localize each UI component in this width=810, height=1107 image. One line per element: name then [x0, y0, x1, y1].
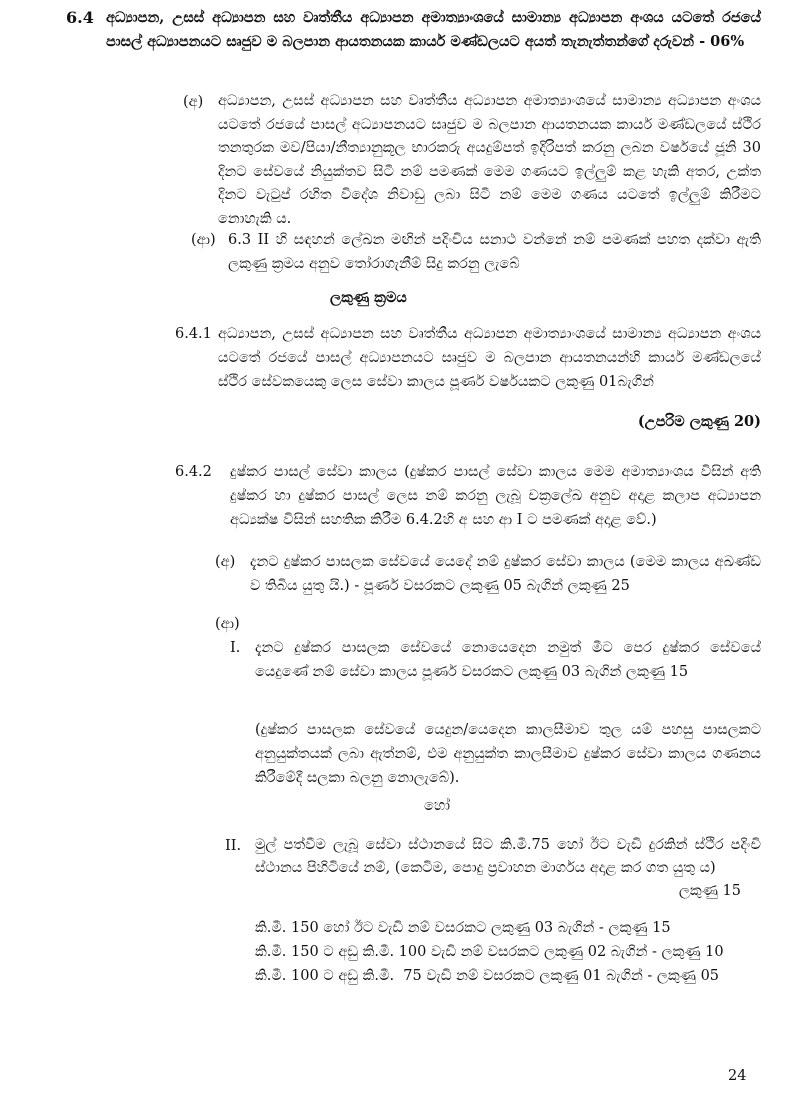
sub-aa-ii-marks: ලකුණු 15	[678, 883, 741, 899]
sub-aa-i-label: I.	[230, 640, 241, 656]
or-text: හෝ	[424, 798, 451, 814]
sub-aa-i-text: දැනට දුෂ්කර පාසලක සේවයේ නොයෙදෙන නමුත් මීට පෙර දුෂ්කර සේවයේ යෙදුණේ නම් සේවා කාලය පූර්ණ වසරකට ලකුණු 03 බැගින් ලකුණු 15	[255, 640, 761, 680]
sub-a-label: (අ)	[215, 554, 236, 570]
section-title: අධ්‍යාපන, උසස් අධ්‍යාපන සහ වෘත්තීය අධ්‍යාපන අමාත්‍යාංශයේ සාමාන්‍ය අධ්‍යාපන අංශය යටතේ රජයේ පාසල් අධ්‍යාපනයට සෘජුව ම බලපාන ආයතනයක කාර්ය මණ්ඩලයට අයත් තැනැත්තන්ගේ දරුවන් - 06%	[106, 9, 761, 50]
sub-aa-ii-text: මුල් පත්වීම ලැබූ සේවා ස්ථානයේ සිට කි.මී.75 හෝ ඊට වැඩි දුරකින් ස්ථිර පදිංචි ස්ථානය පිහිටියේ නම්, (කෙටිම, පොදු ප්‍රවාහන මාර්ගය අදාළ කර ගත යුතු ය)	[255, 837, 761, 876]
para-a-text: අධ්‍යාපන, උසස් අධ්‍යාපන සහ වෘත්තීය අධ්‍යාපන අමාත්‍යාංශයේ සාමාන්‍ය අධ්‍යාපන අංශය යටතේ රජයේ පාසල් අධ්‍යාපනයට සෘජුව ම බලපාන ආයතනයක කාර්ය මණ්ඩලයේ ස්ථිර තනතුරක මව/පියා/නීත්‍යානුකූල භාරකරු අයදුම්පත් ඉදිරිපත් කරනු ලබන වර්ෂයේ ජූනි 30 දිනට සේවයේ නියුක්තව සිටී නම් පමණක් මෙම ගණයට ඉල්ලුම් කළ හැකි අතර, උක්ත දිනට වැටුප් රහිත විදේශ නිවාඩු ලබා සිටී නම් මෙම ගණය යටතේ ඉල්ලුම් කිරීමට නොහැකි ය.	[218, 93, 761, 227]
sub-aa-ii-label: II.	[225, 838, 242, 854]
para-aa-label: (ආ)	[191, 232, 216, 248]
distance-line: කි.මී. 150 හෝ ඊට වැඩි නම් වසරකට ලකුණු 03 බැගින් - ලකුණු 15	[255, 920, 671, 936]
page-number: 24	[728, 1068, 747, 1084]
sub-a-text: දැනට දුෂ්කර පාසලක සේවයේ යෙදේ නම් දුෂ්කර සේවා කාලය (මෙම කාලය අඛණ්ඩ ව තිබිය යුතු යි.) - පූර්ණ වසරකට ලකුණු 05 බැගින් ලකුණු 25	[250, 554, 761, 594]
marks-heading: ලකුණු ක්‍රමය	[330, 289, 407, 306]
item-641-text: අධ්‍යාපන, උසස් අධ්‍යාපන සහ වෘත්තීය අධ්‍යාපන අමාත්‍යාංශයේ සාමාන්‍ය අධ්‍යාපන අංශය යටතේ රජයේ පාසල් අධ්‍යාපනයට සෘජුව ම බලපාන ආයතනයන්හි කාර්ය මණ්ඩලයේ ස්ථිර සේවකයෙකු ලෙස සේවා කාලය පූර්ණ වර්ෂයකට ලකුණු 01බැගින්	[218, 326, 761, 390]
item-642-number: 6.4.2	[175, 464, 212, 480]
distance-line: කි.මී. 100 ට අඩු කි.මී. 75 වැඩි නම් වසරකට ලකුණු 01 බැගින් - ලකුණු 05	[255, 968, 720, 984]
para-a-label: (අ)	[183, 94, 204, 110]
sub-aa-i-note: (දුෂ්කර පාසලක සේවයේ යෙදුන/යෙදෙන කාලසීමාව තුල යම් පහසු පාසලකට අනුයුක්තයක් ලබා ඇත්නම්, එම අනුයුක්ත කාලසීමාව දුෂ්කර සේවා කාලය ගණනය කිරීමේදී සලකා බලනු නොලැබේ).	[255, 722, 761, 786]
para-aa-text: 6.3 II හි සඳහන් ලේඛන මඟින් පදිංචිය සනාථ වන්නේ නම් පමණක් පහත දක්වා ඇති ලකුණු ක්‍රමය අනුව තෝරාගැනීම් සිදු කරනු ලැබේ	[228, 232, 761, 272]
item-641-number: 6.4.1	[175, 326, 212, 342]
item-641-max: (උපරිම ලකුණු 20)	[637, 413, 761, 430]
section-number: 6.4	[66, 8, 94, 27]
distance-list	[255, 916, 724, 988]
item-642-text: දුෂ්කර පාසල් සේවා කාලය (දුෂ්කර පාසල් සේවා කාලය මෙම අමාත්‍යාංශය විසින් අති දුෂ්කර හා දුෂ්කර පාසල් ලෙස නම් කරනු ලැබූ චක්‍රලේඛ අනුව අදාළ කලාප අධ්‍යාපන අධ්‍යක්ෂ විසින් සහතික කිරීම 6.4.2හි අ සහ ආ I ට පමණක් අදාළ වේ.)	[230, 464, 761, 528]
distance-line: කි.මී. 150 ට අඩු කි.මී. 100 වැඩි නම් වසරකට ලකුණු 02 බැගින් - ලකුණු 10	[255, 944, 724, 960]
sub-aa-label: (ආ)	[215, 616, 240, 632]
